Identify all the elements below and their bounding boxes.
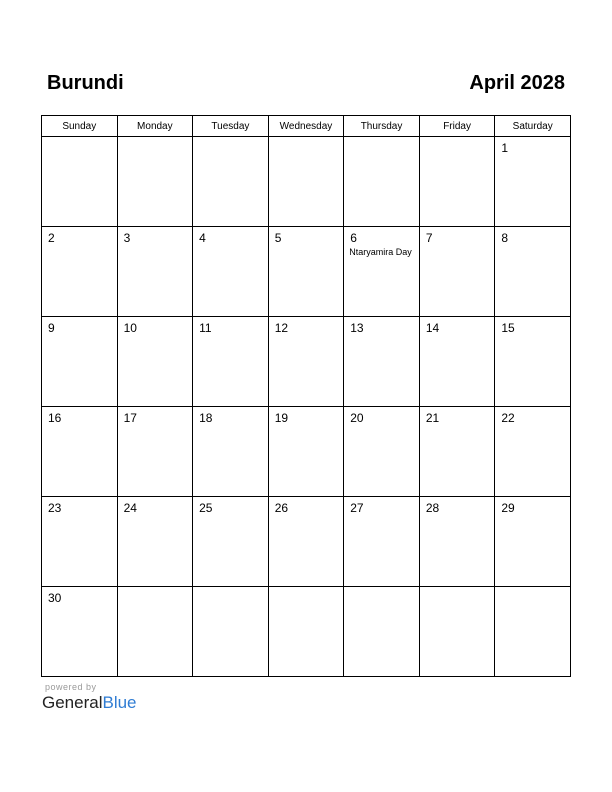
day-number: 16: [48, 411, 62, 425]
brand-logo: [42, 693, 137, 713]
weekday-sunday: Sunday: [42, 116, 118, 137]
day-cell: [268, 317, 344, 407]
day-cell: [117, 587, 193, 677]
day-cell: [117, 407, 193, 497]
day-number: [344, 587, 419, 591]
day-cell: [419, 317, 495, 407]
day-cell: [495, 407, 571, 497]
day-number: [344, 137, 419, 141]
day-cell: [268, 497, 344, 587]
day-number: 23: [48, 501, 62, 515]
day-cell: [419, 227, 495, 317]
day-number: 30: [48, 591, 62, 605]
brand-blue: Blue: [102, 693, 137, 712]
day-cell: [344, 587, 420, 677]
week-row: [42, 407, 571, 497]
day-number: [269, 137, 344, 141]
day-number: [193, 587, 268, 591]
day-cell: [42, 317, 118, 407]
weekday-tuesday: Tuesday: [193, 116, 269, 137]
day-number: [420, 587, 495, 591]
day-number: 10: [123, 321, 137, 335]
weekday-monday: Monday: [117, 116, 193, 137]
day-cell: [42, 407, 118, 497]
day-cell: [193, 587, 269, 677]
month-title: April 2028: [469, 72, 565, 94]
day-cell: [344, 137, 420, 227]
week-row: [42, 137, 571, 227]
day-number: 21: [425, 411, 440, 425]
day-number: 5: [274, 231, 282, 245]
day-cell: [344, 227, 420, 317]
day-number: 17: [123, 411, 137, 425]
week-row: [42, 497, 571, 587]
day-cell: [268, 587, 344, 677]
day-cell: [419, 137, 495, 227]
day-cell: [344, 407, 420, 497]
day-cell: [42, 587, 118, 677]
day-cell: [42, 137, 118, 227]
country-title: Burundi: [47, 72, 124, 94]
day-number: 12: [274, 321, 289, 335]
day-number: 15: [501, 321, 515, 335]
day-number: 9: [48, 321, 55, 335]
day-number: 11: [199, 321, 212, 335]
weekday-wednesday: Wednesday: [268, 116, 344, 137]
day-number: [269, 587, 344, 591]
day-cell: [419, 587, 495, 677]
day-number: 4: [199, 231, 206, 245]
day-cell: [42, 497, 118, 587]
day-number: 6: [350, 231, 357, 245]
day-cell: [495, 497, 571, 587]
day-cell: [117, 227, 193, 317]
day-number: 29: [501, 501, 515, 515]
day-cell: [117, 137, 193, 227]
day-number: 19: [274, 411, 289, 425]
weekday-header-row: [42, 116, 571, 137]
day-number: 14: [425, 321, 440, 335]
day-number: 7: [425, 231, 433, 245]
day-cell: [495, 587, 571, 677]
day-number: 28: [425, 501, 440, 515]
day-number: 26: [274, 501, 289, 515]
day-cell: [42, 227, 118, 317]
calendar-body: [42, 137, 571, 677]
day-number: [118, 137, 193, 141]
day-number: 25: [199, 501, 213, 515]
day-cell: [268, 137, 344, 227]
powered-by-label: powered by: [45, 682, 97, 692]
day-number: 18: [199, 411, 213, 425]
brand-general: General: [42, 693, 103, 712]
day-number: [495, 587, 570, 591]
day-cell: [193, 227, 269, 317]
week-row: [42, 227, 571, 317]
day-cell: [117, 497, 193, 587]
day-number: [118, 587, 193, 591]
day-number: 20: [350, 411, 364, 425]
day-cell: [495, 317, 571, 407]
day-cell: [495, 137, 571, 227]
weekday-thursday: Thursday: [344, 116, 420, 137]
day-cell: [117, 317, 193, 407]
day-cell: [495, 227, 571, 317]
weekday-saturday: Saturday: [495, 116, 571, 137]
day-cell: [344, 497, 420, 587]
day-cell: [344, 317, 420, 407]
day-number: 1: [501, 141, 509, 155]
day-cell: [419, 407, 495, 497]
day-number: 22: [501, 411, 515, 425]
day-cell: [193, 137, 269, 227]
day-number: [193, 137, 268, 141]
holiday-label: Ntaryamira Day: [349, 247, 412, 257]
day-cell: [268, 227, 344, 317]
weekday-friday: Friday: [419, 116, 495, 137]
day-cell: [193, 497, 269, 587]
week-row: [42, 317, 571, 407]
week-row: [42, 587, 571, 677]
day-cell: [193, 317, 269, 407]
day-number: 8: [501, 231, 509, 245]
day-number: 13: [350, 321, 364, 335]
day-number: [420, 137, 495, 141]
day-number: 3: [123, 231, 131, 245]
day-cell: [193, 407, 269, 497]
day-number: 27: [350, 501, 364, 515]
calendar-grid: [41, 115, 571, 677]
day-cell: [419, 497, 495, 587]
day-number: 2: [48, 231, 55, 245]
day-cell: [268, 407, 344, 497]
day-number: [42, 137, 117, 141]
day-number: 24: [123, 501, 137, 515]
